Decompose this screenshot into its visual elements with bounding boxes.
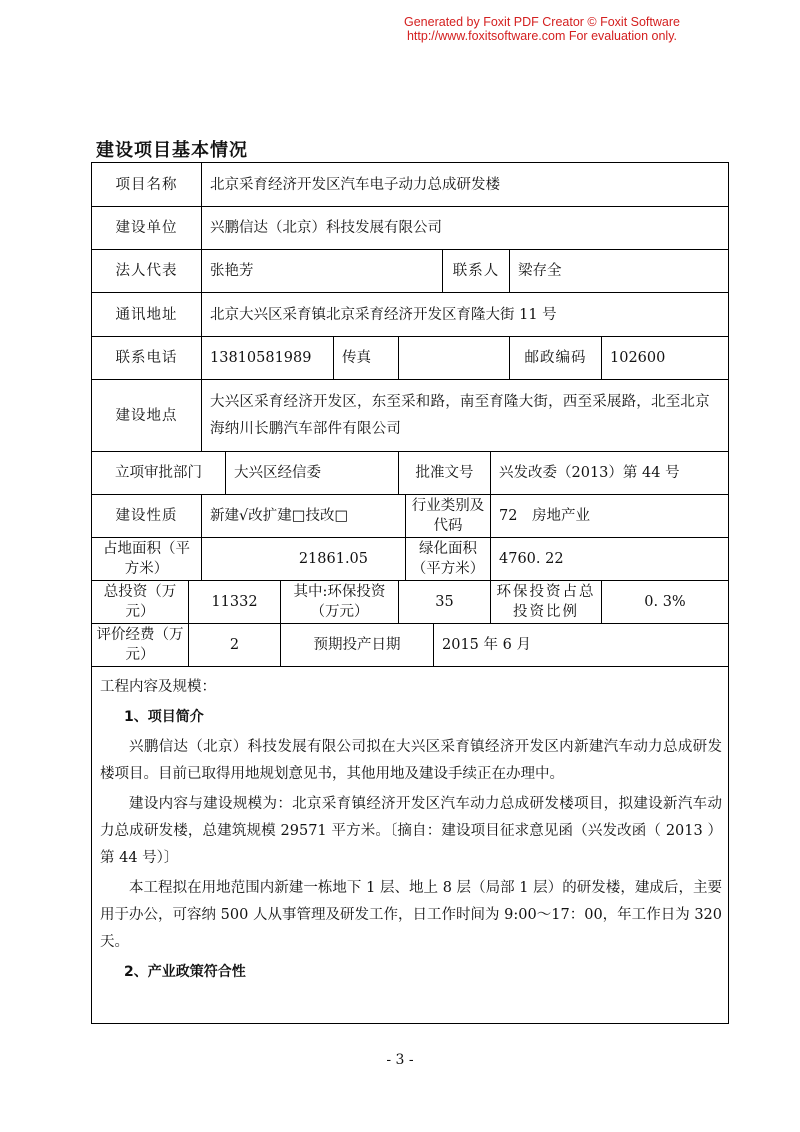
content-intro-label: 工程内容及规模：: [100, 679, 216, 695]
project-name-value: 北京采育经济开发区汽车电子动力总成研发楼: [202, 163, 728, 207]
total-invest-value: 11332: [189, 581, 281, 624]
postcode-label: 邮政编码: [510, 337, 602, 380]
eval-fee-value: 2: [189, 624, 281, 667]
land-area-label: 占地面积（平方米）: [92, 538, 202, 581]
eval-fee-label: 评价经费（万元）: [92, 624, 189, 667]
green-area-label: 绿化面积（平方米）: [406, 538, 491, 581]
section-title: 建设项目基本情况: [96, 140, 248, 161]
foxit-banner-line2: http://www.foxitsoftware.com For evaluation only.: [406, 29, 678, 43]
location-label: 建设地点: [92, 380, 202, 452]
foxit-banner-line1: Generated by Foxit PDF Creator © Foxit Software: [404, 15, 680, 29]
fax-value: [399, 337, 510, 380]
phone-label: 联系电话: [92, 337, 202, 380]
address-label: 通讯地址: [92, 293, 202, 337]
green-area-value: 4760. 22: [491, 538, 728, 581]
project-content-section: [91, 674, 729, 989]
paragraph-build-plan: 本工程拟在用地范围内新建一栋地下 1 层、地上 8 层（局部 1 层）的研发楼，建成后，主要用于办公，可容纳 500 人从事管理及研发工作，日工作时间为 9:00～17：00，年工作日为 320 天。: [100, 880, 722, 950]
legal-rep-label: 法人代表: [92, 250, 202, 293]
project-name-label: 项目名称: [92, 163, 202, 207]
env-invest-label: 其中:环保投资（万元）: [281, 581, 399, 624]
postcode-value: 102600: [602, 337, 728, 380]
foxit-evaluation-banner: [352, 15, 732, 43]
builder-label: 建设单位: [92, 207, 202, 250]
paragraph-build-scope: 建设内容与建设规模为：北京采育镇经济开发区汽车动力总成研发楼项目，拟建设新汽车动力总成研发楼，总建筑规模 29571 平方米。〔摘自：建设项目征求意见函（兴发改函（ 2013 ）第 44 号）〕: [100, 796, 722, 866]
land-area-value: 21861.05: [202, 538, 406, 581]
industry-value: 72 房地产业: [491, 495, 728, 538]
location-value: 大兴区采育经济开发区，东至采和路，南至育隆大街，西至采展路，北至北京海纳川长鹏汽车部件有限公司: [202, 380, 728, 452]
builder-value: 兴鹏信达（北京）科技发展有限公司: [202, 207, 728, 250]
contact-label: 联系人: [443, 250, 510, 293]
section-1-title: 1、项目简介: [124, 709, 204, 725]
env-invest-value: 35: [399, 581, 491, 624]
contact-value: 梁存全: [510, 250, 728, 293]
industry-label: 行业类别及代码: [406, 495, 491, 538]
approval-dept-label: 立项审批部门: [92, 452, 226, 495]
prod-date-value: 2015 年 6 月: [434, 624, 728, 667]
fax-label: 传真: [334, 337, 399, 380]
nature-label: 建设性质: [92, 495, 202, 538]
approval-dept-value: 大兴区经信委: [226, 452, 399, 495]
phone-value: 13810581989: [202, 337, 334, 380]
prod-date-label: 预期投产日期: [281, 624, 434, 667]
page-number: - 3 -: [386, 1052, 414, 1068]
paragraph-project-intro: 兴鹏信达（北京）科技发展有限公司拟在大兴区采育镇经济开发区内新建汽车动力总成研发楼项目。目前已取得用地规划意见书，其他用地及建设手续正在办理中。: [100, 739, 722, 782]
approval-doc-label: 批准文号: [399, 452, 491, 495]
nature-value: 新建√改扩建□技改□: [202, 495, 406, 538]
section-2-title: 2、产业政策符合性: [124, 964, 246, 980]
env-ratio-label: 环保投资占总投资比例: [491, 581, 602, 624]
total-invest-label: 总投资（万元）: [92, 581, 189, 624]
address-value: 北京大兴区采育镇北京采育经济开发区育隆大街 11 号: [202, 293, 728, 337]
approval-doc-value: 兴发改委（2013）第 44 号: [491, 452, 728, 495]
legal-rep-value: 张艳芳: [202, 250, 443, 293]
env-ratio-value: 0. 3%: [602, 581, 728, 624]
